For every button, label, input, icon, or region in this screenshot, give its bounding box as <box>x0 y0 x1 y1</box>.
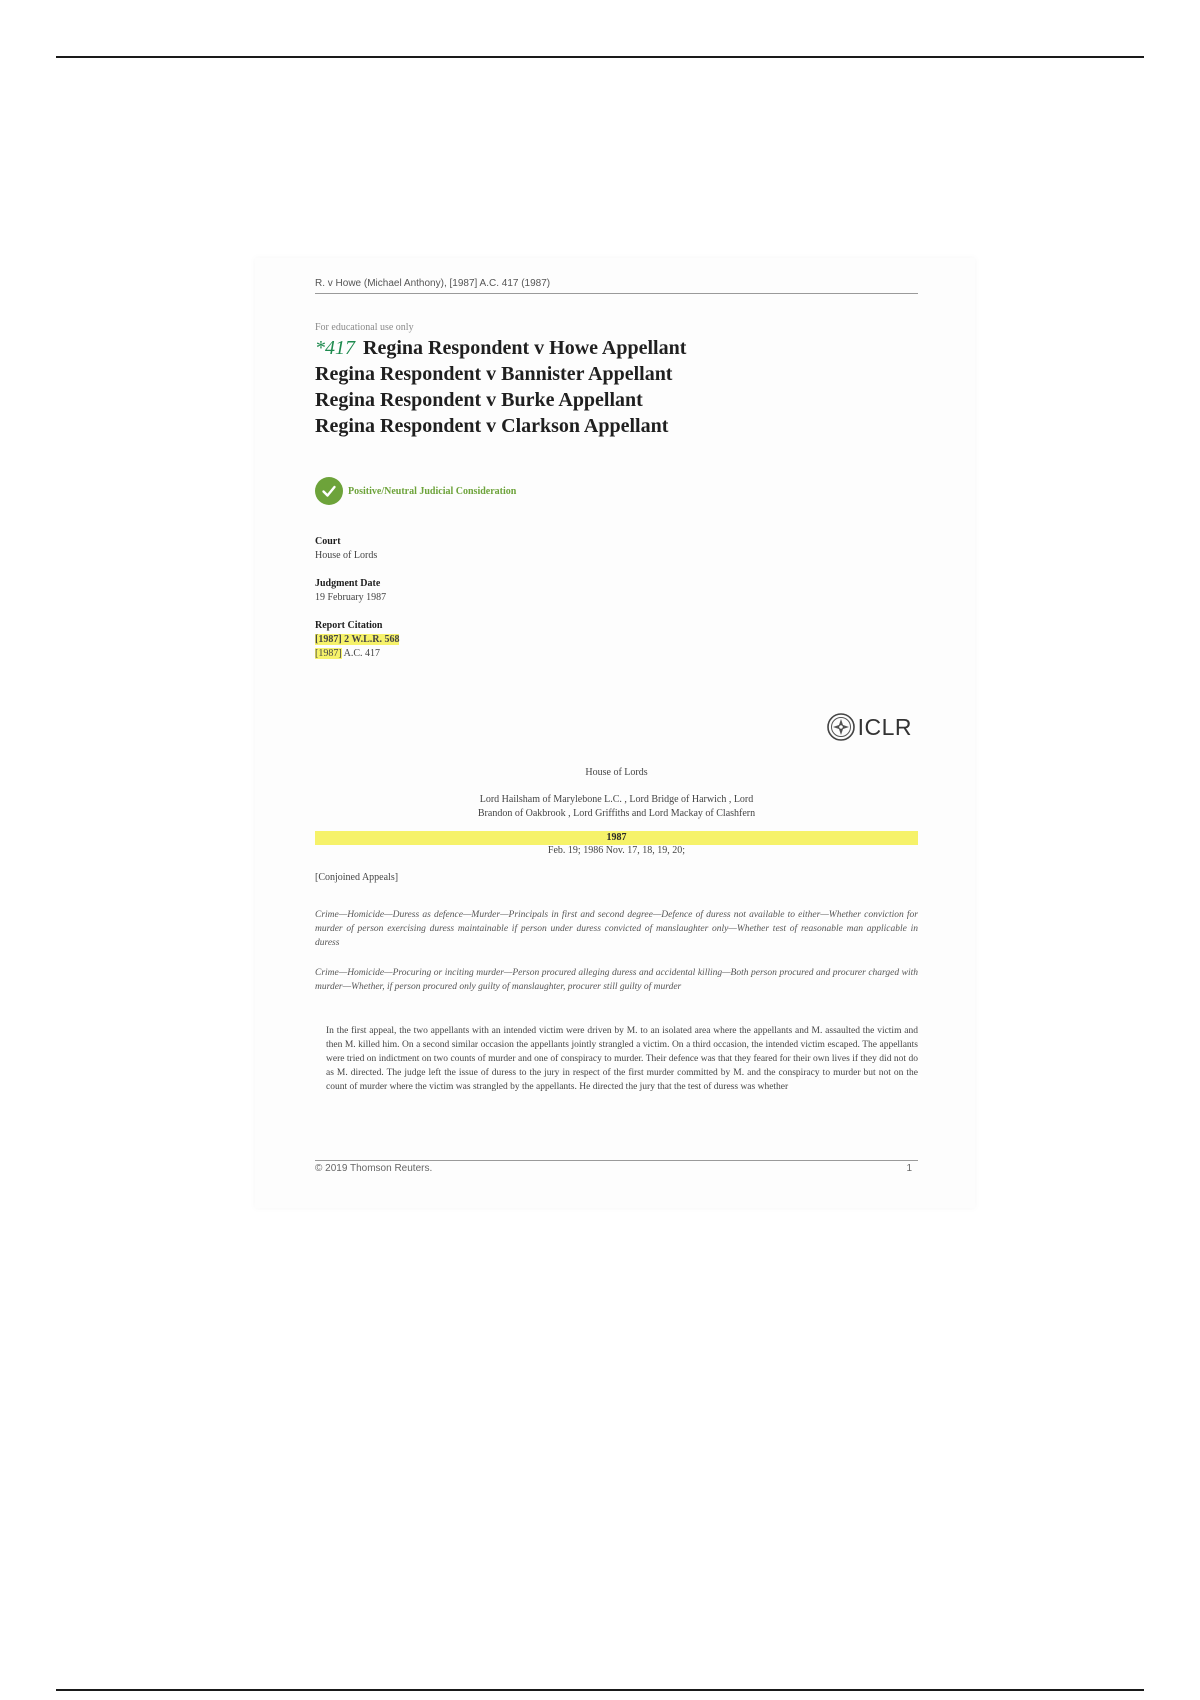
judgment-date-value: 19 February 1987 <box>315 592 387 603</box>
citation-report: 2 W.L.R. 568 <box>341 634 400 645</box>
check-circle-icon <box>315 477 343 505</box>
citation-report: A.C. 417 <box>341 648 381 659</box>
headnote-paragraph: In the first appeal, the two appellants with an intended victim were driven by M. to an isolated area where the appellants and M. assaulted the victim and then M. killed him. On a second similar occasion the appellants jointly strangled a victim. On a third occasion, the intended victim escaped. The appellants were tried on indictment on two counts of murder and one of conspiracy to murder. Their defence was that they feared for their own lives if they did not do as M. directed. The judge left the issue of duress to the jury in respect of the first murder committed by M. and the conspiracy to murder but not on the count of murder where the victim was strangled by the appellants. He directed the jury that the test of duress was whether <box>326 1026 918 1092</box>
year-highlight: 1987 <box>315 831 918 845</box>
report-citation-block <box>315 619 918 661</box>
running-head: R. v Howe (Michael Anthony), [1987] A.C. 417 (1987) <box>315 278 918 294</box>
case-titles <box>315 335 918 439</box>
citation-line-2[interactable] <box>315 647 918 661</box>
page-footer <box>315 1160 918 1174</box>
iclr-logo-text: ICLR <box>857 713 912 740</box>
catchword-paragraph: Crime—Homicide—Procuring or inciting murder—Person procured alleging duress and accidental killing—Both person procured and procurer charged with murder—Whether, if person procured only guilty of manslaughter, procurer still guilty of murder <box>315 968 918 992</box>
catchword-paragraph: Crime—Homicide—Duress as defence—Murder—Principals in first and second degree—Defence of duress not available to either—Whether conviction for murder of person exercising duress maintainable if person under duress convicted of manslaughter only—Whether test of reasonable man applicable in duress <box>315 910 918 948</box>
citation-line-1[interactable] <box>315 633 918 647</box>
judgment-date-block <box>315 577 918 605</box>
case-title-3: Regina Respondent v Burke Appellant <box>315 389 643 411</box>
court-heading: House of Lords <box>585 767 648 778</box>
case-title-4: Regina Respondent v Clarkson Appellant <box>315 415 669 437</box>
judgment-date-label: Judgment Date <box>315 578 381 589</box>
hearing-dates: Feb. 19; 1986 Nov. 17, 18, 19, 20; <box>547 845 686 856</box>
copyright-notice: © 2019 Thomson Reuters. <box>315 1163 433 1174</box>
page-content <box>315 278 918 1208</box>
case-title-text: Regina Respondent v Howe Appellant <box>363 337 687 359</box>
document-page <box>255 258 975 1208</box>
case-title-2: Regina Respondent v Bannister Appellant <box>315 363 673 385</box>
iclr-seal-icon <box>827 713 855 741</box>
status-label: Positive/Neutral Judicial Consideration <box>348 485 517 497</box>
judicial-consideration-status[interactable] <box>315 477 918 505</box>
viewer-bottom-rule <box>56 1689 1144 1691</box>
educational-use-note: For educational use only <box>315 322 414 333</box>
report-citation-label: Report Citation <box>315 620 383 631</box>
star-page-marker: *417 <box>315 337 355 359</box>
judges-line: Brandon of Oakbrook , Lord Griffiths and Lord Mackay of Clashfern <box>477 808 756 819</box>
viewer-top-rule <box>56 56 1144 58</box>
court-block <box>315 535 918 563</box>
iclr-logo <box>827 713 912 741</box>
court-label: Court <box>315 536 341 547</box>
conjoined-appeals-note: [Conjoined Appeals] <box>315 872 399 883</box>
citation-year: [1987] <box>315 648 342 659</box>
judges-line: Lord Hailsham of Marylebone L.C. , Lord Bridge of Harwich , Lord <box>479 794 754 805</box>
page-number: 1 <box>906 1163 912 1174</box>
court-value: House of Lords <box>315 550 378 561</box>
case-title-1 <box>315 335 918 361</box>
citation-year: [1987] <box>315 634 342 645</box>
judges-list <box>315 793 918 821</box>
